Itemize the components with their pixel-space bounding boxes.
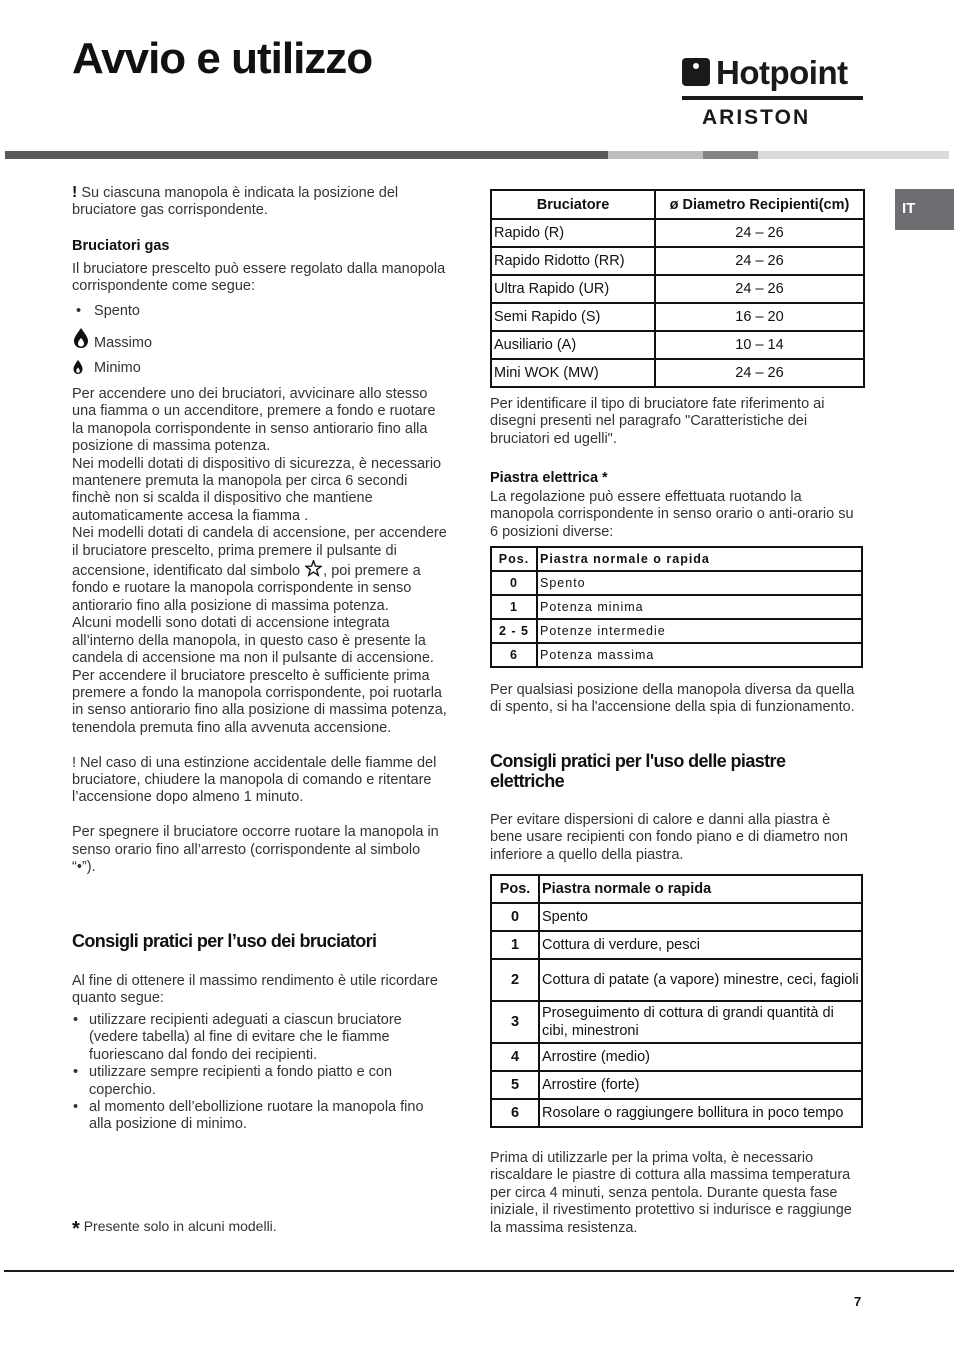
page-number: 7 — [854, 1294, 862, 1309]
table-cell: Cottura di verdure, pesci — [539, 931, 862, 959]
table-cell: 1 — [491, 931, 539, 959]
language-tab: IT — [895, 189, 954, 230]
symbol-label-minimo: Minimo — [94, 360, 141, 376]
hotpoint-logo-icon — [682, 58, 710, 86]
table-row — [491, 931, 862, 959]
para-candela-b: , poi premere a fondo e ruotare la manopola corrispondente in senso antiorario fino alla posizione di massima potenza. — [72, 563, 421, 614]
table-header: Pos. — [491, 875, 539, 903]
table-cell: 10 – 14 — [655, 331, 864, 359]
table-row — [491, 1043, 862, 1071]
consigli-list — [72, 1012, 447, 1134]
ignition-star-icon — [305, 560, 322, 577]
table-cell: 4 — [491, 1043, 539, 1071]
symbol-label-spento: Spento — [94, 303, 140, 319]
list-item: • utilizzare recipienti adeguati a ciascun bruciatore (vedere tabella) al fine di evitare che le fiamme fuoriescano dal fondo dei recipienti. — [72, 1012, 447, 1064]
table-row — [491, 643, 862, 667]
para-estinzione: ! Nel caso di una estinzione accidentale delle fiamme del bruciatore, chiudere la manopola di comando e ritentare l’accensione dopo almeno 1 minuto. — [72, 754, 437, 806]
symbol-massimo — [72, 327, 272, 352]
consigli-intro: Al fine di ottenere il massimo rendimento è utile ricordare quanto segue: — [72, 973, 438, 1007]
table-row — [491, 571, 862, 595]
table-cell: Cottura di patate (a vapore) minestre, ceci, fagioli — [539, 959, 862, 1001]
table-cell: Rosolare o raggiungere bollitura in poco tempo — [539, 1099, 862, 1127]
bullet-dot-icon: • — [76, 303, 82, 319]
table-cell: Ausiliario (A) — [491, 331, 655, 359]
table-row — [491, 247, 864, 275]
para-spegnere: Per spegnere il bruciatore occorre ruotare la manopola in senso orario fino all’arresto (corrispondente al simbolo “•”). — [72, 824, 439, 875]
table-row — [491, 275, 864, 303]
table-cell: 6 — [491, 643, 537, 667]
header-bar-light — [608, 151, 703, 159]
table-row — [491, 303, 864, 331]
gas-heading: Bruciatori gas — [72, 238, 170, 254]
burner-note: Per identificare il tipo di bruciatore fate riferimento ai disegni presenti nel paragrafo "Caratteristiche dei bruciatori ed ugelli". — [490, 396, 825, 447]
piastra-table — [490, 546, 863, 668]
para-integrata: Alcuni modelli sono dotati di accensione integrata all’interno della manopola, in questo caso è presente la candela di accensione ma non il pulsante di accensione. Per accendere il bruciatore prescelto è sufficiente prima premere a fondo la manopola corrispondente, poi ruotarla in senso antiorario fino alla posizione di massima potenza, tenendola premuta fino alla avvenuta accensione. — [72, 615, 447, 736]
intro-note — [72, 184, 447, 220]
table-cell: Rapido Ridotto (RR) — [491, 247, 655, 275]
brand-name: Hotpoint — [716, 54, 848, 91]
table-cell: 24 – 26 — [655, 275, 864, 303]
symbol-label-massimo: Massimo — [94, 335, 153, 351]
footnote-text: Presente solo in alcuni modelli. — [83, 1218, 277, 1234]
table-cell: 0 — [491, 571, 537, 595]
list-item: • utilizzare sempre recipienti a fondo piatto e con coperchio. — [72, 1064, 447, 1099]
brand-sub: ARISTON — [702, 106, 811, 129]
small-flame-icon — [72, 359, 84, 375]
table-cell: Spento — [539, 903, 862, 931]
symbol-spento — [76, 303, 276, 320]
table-cell: Semi Rapido (S) — [491, 303, 655, 331]
table-row — [491, 959, 862, 1001]
table-cell: 2 - 5 — [491, 619, 537, 643]
warning-mark: ! — [72, 184, 78, 201]
para-candela — [72, 525, 447, 615]
table-cell: 5 — [491, 1071, 539, 1099]
burner-table — [490, 189, 865, 388]
symbol-minimo — [72, 359, 272, 377]
table-cell: 6 — [491, 1099, 539, 1127]
table-header: Bruciatore — [491, 190, 655, 219]
table-row — [491, 1071, 862, 1099]
header-bar-mid — [703, 151, 758, 159]
table-row — [491, 359, 864, 387]
large-flame-icon — [72, 327, 90, 349]
table-header: ø Diametro Recipienti(cm) — [655, 190, 864, 219]
table-cell: 1 — [491, 595, 537, 619]
para-sicurezza: Nei modelli dotati di dispositivo di sicurezza, è necessario mantenere premuta la manopola per circa 6 secondi finchè non si scalda il dispositivo che mantiene automaticamente accesa la fiamma . — [72, 455, 442, 524]
footnote — [72, 1218, 277, 1241]
para-candela-a: Nei modelli dotati di candela di accensione, per accendere il bruciatore prescelto, prima premere il pulsante di accensione, identificato dal simbolo — [72, 525, 447, 580]
consigli-piastre-intro: Per evitare dispersioni di calore e danni alla piastra è bene usare recipienti con fondo piano e di diametro non inferiore a quello della piastra. — [490, 812, 848, 863]
table-header-row — [491, 547, 862, 571]
table-cell: Arrostire (medio) — [539, 1043, 862, 1071]
table-header: Piastra normale o rapida — [539, 875, 862, 903]
table-cell: 24 – 26 — [655, 359, 864, 387]
table-cell: 24 – 26 — [655, 219, 864, 247]
table-cell: Potenze intermedie — [537, 619, 862, 643]
table-row — [491, 595, 862, 619]
table-cell: Potenza minima — [537, 595, 862, 619]
final-note: Prima di utilizzarle per la prima volta, è necessario riscaldare le piastre di cottura alla massima temperatura per circa 4 minuti, senza pentola. Durante questa fase iniziale, il rivestimento protettivo si indurisce e raggiunge la massima resistenza. — [490, 1150, 852, 1236]
table-cell: Ultra Rapido (UR) — [491, 275, 655, 303]
gas-intro: Il bruciatore prescelto può essere regolato dalla manopola corrispondente come segue: — [72, 261, 446, 295]
table-cell: Rapido (R) — [491, 219, 655, 247]
table-header-row — [491, 190, 864, 219]
table-cell: Proseguimento di cottura di grandi quantità di cibi, minestroni — [539, 1001, 862, 1043]
consigli-piastre-heading: Consigli pratici per l'uso delle piastre elettriche — [490, 751, 786, 791]
table-cell: 3 — [491, 1001, 539, 1043]
table-cell: 2 — [491, 959, 539, 1001]
footnote-mark: * — [72, 1218, 80, 1240]
table-cell: Mini WOK (MW) — [491, 359, 655, 387]
header-bar-pale — [758, 151, 949, 159]
table-cell: Potenza massima — [537, 643, 862, 667]
table-cell: Arrostire (forte) — [539, 1071, 862, 1099]
table-header-row — [491, 875, 862, 903]
table-row — [491, 331, 864, 359]
brand-divider — [682, 96, 863, 100]
piastra-note: Per qualsiasi posizione della manopola diversa da quella di spento, si ha l'accensione della spia di funzionamento. — [490, 682, 855, 716]
piastra-intro: La regolazione può essere effettuata ruotando la manopola corrispondente in senso orario o anti-orario su 6 posizioni diverse: — [490, 489, 854, 540]
table-cell: 24 – 26 — [655, 247, 864, 275]
table-row — [491, 903, 862, 931]
table-row — [491, 219, 864, 247]
table-cell: 16 – 20 — [655, 303, 864, 331]
piastra-heading: Piastra elettrica * — [490, 470, 608, 486]
header-bar-dark — [5, 151, 608, 159]
consigli-bruciatori-heading: Consigli pratici per l’uso dei bruciatori — [72, 931, 377, 951]
table-cell: Spento — [537, 571, 862, 595]
page-title: Avvio e utilizzo — [72, 34, 373, 83]
cottura-table — [490, 874, 863, 1128]
table-row — [491, 1099, 862, 1127]
table-row — [491, 1001, 862, 1043]
brand-logo — [682, 54, 864, 134]
table-row — [491, 619, 862, 643]
intro-note-text: Su ciascuna manopola è indicata la posizione del bruciatore gas corrispondente. — [72, 185, 399, 219]
table-header: Pos. — [491, 547, 537, 571]
footer-divider — [4, 1270, 954, 1272]
para-accendere: Per accendere uno dei bruciatori, avvicinare allo stesso una fiamma o un accenditore, premere a fondo e ruotare la manopola corrispondente in senso antiorario fino alla posizione di massima potenza. — [72, 386, 436, 455]
table-header: Piastra normale o rapida — [537, 547, 862, 571]
table-cell: 0 — [491, 903, 539, 931]
instructions-block — [72, 386, 447, 876]
list-item: • al momento dell’ebollizione ruotare la manopola fino alla posizione di minimo. — [72, 1099, 447, 1134]
